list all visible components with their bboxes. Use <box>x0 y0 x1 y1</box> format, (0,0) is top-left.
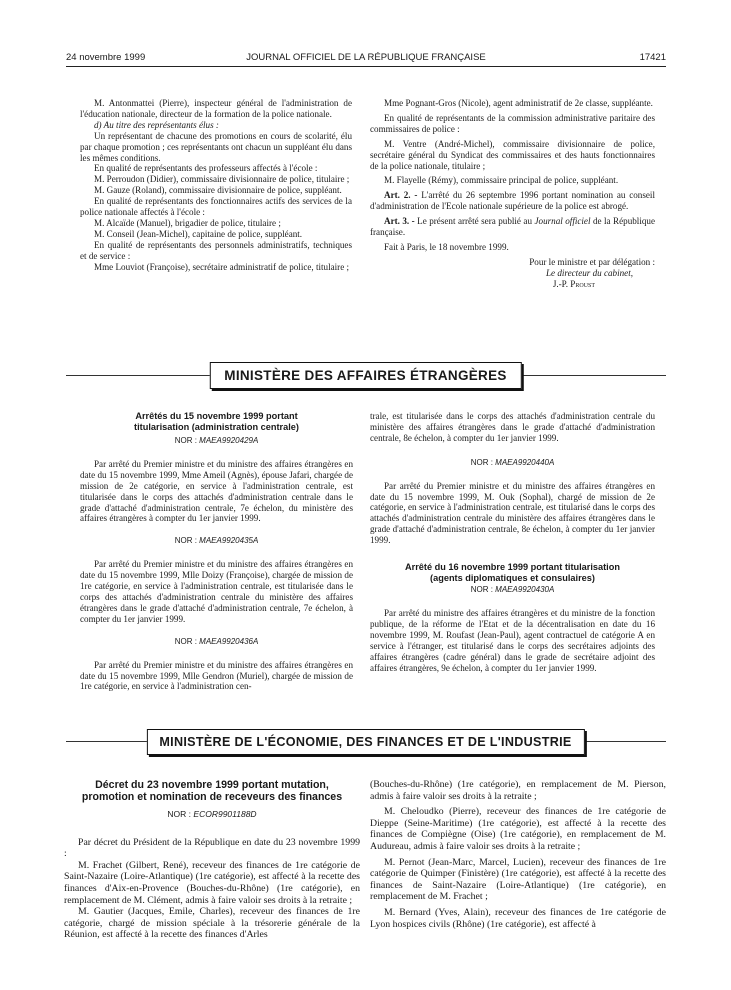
paragraph: M. Bernard (Yves, Alain), receveur des finances de 1re catégorie de Lyon hospices civils (Rhône) (1re catégorie), est affecté à <box>370 906 666 930</box>
paragraph: Par arrêté du Premier ministre et du ministre des affaires étrangères en date du 15 novembre 1999, Mlle Gendron (Muriel), chargée de mission de 1re catégorie, en service à l'administration cen- <box>80 659 353 692</box>
eco-right-column <box>370 779 666 930</box>
signature-name: J.-P. Proust <box>552 278 595 289</box>
paragraph: M. Gauze (Roland), commissaire divisionnaire de police, suppléant. <box>94 185 342 196</box>
paragraph: M. Pernot (Jean-Marc, Marcel, Lucien), receveur des finances de 1re catégorie de Quimper (Finistère) (1re catégorie), est affecté à la recette des finances de Saint-Nazaire (Loire-Atlantique) (1re catégorie), en remplacement de M. Frachet ; <box>370 856 666 903</box>
ministry-banner-affaires-etrangeres: MINISTÈRE DES AFFAIRES ÉTRANGÈRES <box>209 362 521 389</box>
mae-right-column <box>370 411 655 673</box>
nor-reference: NOR : MAEA9920440A <box>470 457 555 467</box>
paragraph: M. Ventre (André-Michel), commissaire divisionnaire de police, secrétaire général du Syndicat des commissaires et des hauts fonctionnaires de la police nationale, titulaire ; <box>370 138 655 171</box>
paragraph: Par arrêté du Premier ministre et du ministre des affaires étrangères en date du 15 novembre 1999, M. Ouk (Sophal), chargé de mission de 2e catégorie, en service à l'administration centrale, est titularisé dans le corps des attachés d'administration centrale du ministère des affaires étrangères dans le grade d'attaché d'administration centrale, 8e échelon, à compter du 1er janvier 1999. <box>370 480 655 546</box>
ministry-banner-economie: MINISTÈRE DE L'ÉCONOMIE, DES FINANCES ET DE L'INDUSTRIE <box>146 729 584 755</box>
paragraph: M. Alcaïde (Manuel), brigadier de police, titulaire ; <box>94 217 281 228</box>
paragraph-continuation: trale, est titularisée dans le corps des attachés d'administration centrale du ministère des affaires étrangères dans le grade d'attaché d'administration centrale, 8e échelon, à compter du 1er janvier 1999. <box>370 411 655 443</box>
eco-left-column <box>64 779 360 941</box>
paragraph: En qualité de représentants des fonctionnaires actifs des services de la police nationale affectés à l'école : <box>80 196 352 218</box>
paragraph: En qualité de représentants de la commission administrative paritaire des commissaires de police : <box>370 112 655 134</box>
paragraph: M. Flayelle (Rémy), commissaire principal de police, suppléant. <box>384 175 619 186</box>
nor-reference: NOR : MAEA9920436A <box>174 636 259 646</box>
decree-title: Arrêté du 16 novembre 1999 portant titularisation (agents diplomatiques et consulaires) <box>405 562 620 583</box>
paragraph: M. Gautier (Jacques, Emile, Charles), receveur des finances de 1re catégorie, chargé de mission spéciale à la trésorerie générale de la Réunion, est affecté à la recette des finances d'Arles <box>64 906 360 941</box>
paragraph: d) Au titre des représentants élus : <box>94 119 219 130</box>
nor-reference: NOR : MAEA9920430A <box>470 585 555 595</box>
paragraph: Mme Louviot (Françoise), secrétaire administratif de police, titulaire ; <box>94 261 350 272</box>
paragraph: M. Perroudon (Didier), commissaire divisionnaire de police, titulaire ; <box>94 174 350 185</box>
header-rule <box>66 66 666 67</box>
article-2: Art. 2. - L'arrêté du 26 septembre 1996 portant nomination au conseil d'administration de l'Ecole nationale supérieure de la police est abrogé. <box>370 190 655 212</box>
nor-reference: NOR : MAEA9920429A <box>174 436 259 445</box>
nor-reference: NOR : MAEA9920435A <box>174 536 259 546</box>
paragraph: Par arrêté du Premier ministre et du ministre des affaires étrangères en date du 15 novembre 1999, Mlle Doizy (Françoise), chargée de mission de 1re catégorie, en service à l'administration centrale, est titularisée dans le corps des attachés d'administration centrale du ministère des affaires étrangères dans le grade d'attaché d'administration centrale, 7e échelon, à compter du 1er janvier 1999. <box>80 559 353 624</box>
decree-title: Décret du 23 novembre 1999 portant mutation, promotion et nomination de receveurs des finances <box>81 779 343 803</box>
paragraph: M. Conseil (Jean-Michel), capitaine de police, suppléant. <box>94 228 303 239</box>
top-left-column <box>80 98 352 273</box>
paragraph: Mme Pognant-Gros (Nicole), agent administratif de 2e classe, suppléante. <box>384 98 653 108</box>
paragraph: M. Frachet (Gilbert, René), receveur des finances de 1re catégorie de Saint-Nazaire (Loire-Atlantique) (1re catégorie), est affecté à la recette des finances d'Aix-en-Provence (Bouches-du-Rhône) (1re catégorie), en remplacement de M. Clément, admis à faire valoir ses droits à la retraite ; <box>64 859 360 906</box>
signed-at: Fait à Paris, le 18 novembre 1999. <box>384 241 509 252</box>
signature-line-2: Le directeur du cabinet, <box>545 267 633 278</box>
header-journal-title: JOURNAL OFFICIEL DE LA RÉPUBLIQUE FRANÇAISE <box>246 52 486 63</box>
paragraph: M. Antonmattei (Pierre), inspecteur général de l'administration de l'éducation nationale, directeur de la formation de la police nationale. <box>80 98 352 119</box>
paragraph: Par décret du Président de la République en date du 23 novembre 1999 : <box>64 836 360 860</box>
paragraph: M. Cheloudko (Pierre), receveur des finances de 1re catégorie de Dieppe (Seine-Maritime) (1re catégorie), est affecté à la recette des finances de Compiègne (Oise) (1re catégorie), en remplacement de M. Audureau, admis à faire valoir ses droits à la retraite ; <box>370 806 666 852</box>
paragraph: En qualité de représentants des professeurs affectés à l'école : <box>94 163 318 174</box>
signature-line-1: Pour le ministre et par délégation : <box>529 256 655 267</box>
header-page-number: 17421 <box>639 52 666 63</box>
paragraph: Par arrêté du ministre des affaires étrangères et du ministre de la fonction publique, de la réforme de l'Etat et de la décentralisation en date du 16 novembre 1999, M. Roufast (Jean-Paul), agent contractuel de catégorie A en service à l'étranger, est titularisé dans le corps des secrétaires adjoints des affaires étrangères (cadre général) dans le grade de secrétaire adjoint des affaires étrangères, 9e échelon, à compter du 1er janvier 1999. <box>370 607 655 673</box>
paragraph: Par arrêté du Premier ministre et du ministre des affaires étrangères en date du 15 novembre 1999, Mme Ameil (Agnès), épouse Jafari, chargée de mission de 2e catégorie, en service à l'administration centrale, est titularisée dans le corps des attachés d'administration centrale dans le grade d'attaché d'administration centrale, 7e échelon, du ministère des affaires étrangères à compter du 1er janvier 1999. <box>80 458 353 524</box>
top-right-column <box>370 98 655 290</box>
paragraph: Un représentant de chacune des promotions en cours de scolarité, élu par chaque promotion ; ces représentants ont chacun un suppléant élu dans les mêmes conditions. <box>80 130 352 163</box>
mae-left-column <box>80 411 353 692</box>
header-date: 24 novembre 1999 <box>66 52 146 63</box>
decree-title: Arrêtés du 15 novembre 1999 portant titularisation (administration centrale) <box>134 411 299 432</box>
nor-reference: NOR : ECOR9901188D <box>167 809 257 819</box>
paragraph: En qualité de représentants des personnels administratifs, techniques et de service : <box>80 239 352 261</box>
paragraph-continuation: (Bouches-du-Rhône) (1re catégorie), en remplacement de M. Pierson, admis à faire valoir ses droits à la retraite ; <box>370 779 666 802</box>
article-3: Art. 3. - Le présent arrêté sera publié au Journal officiel de la République française. <box>370 216 655 238</box>
